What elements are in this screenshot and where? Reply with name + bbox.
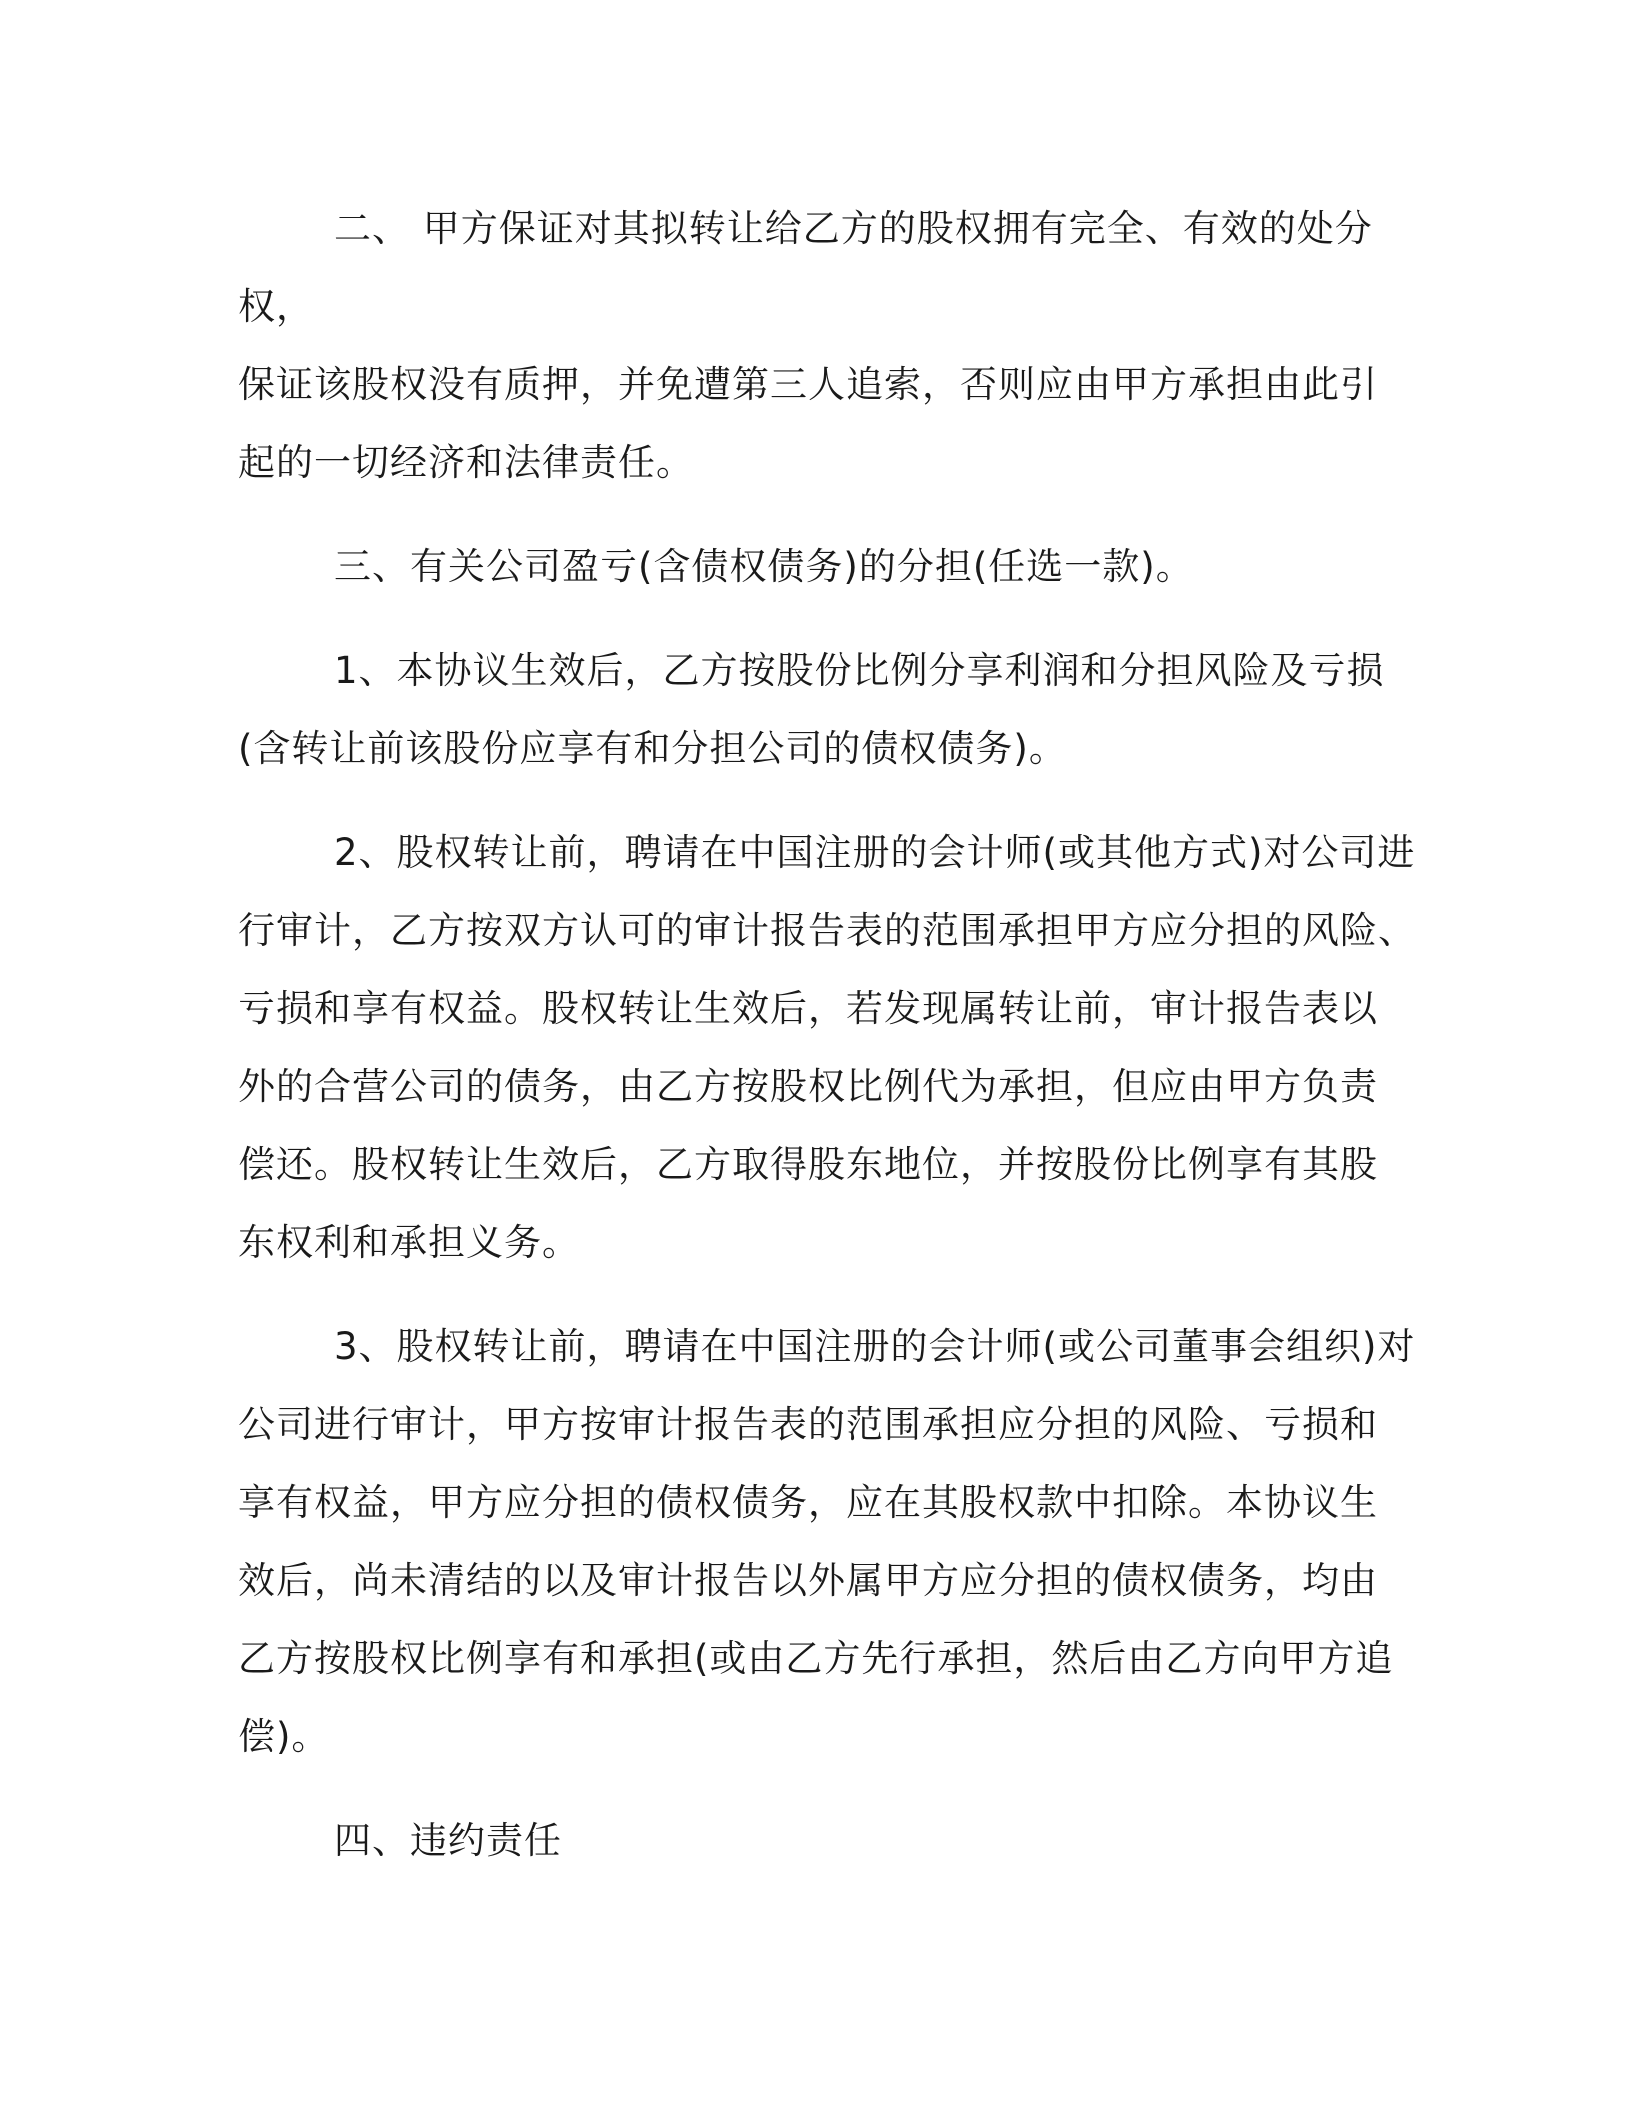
text-line-content: 3、股权转让前，聘请在中国注册的会计师(或公司董事会组织)对 <box>334 1325 1416 1368</box>
paragraph-option-1 <box>238 632 1418 788</box>
text-line: 外的合营公司的债务，由乙方按股权比例代为承担，但应由甲方负责 <box>238 1065 1378 1108</box>
text-line: 享有权益，甲方应分担的债权债务，应在其股权款中扣除。本协议生 <box>238 1481 1378 1524</box>
text-line-content: 三、有关公司盈亏(含债权债务)的分担(任选一款)。 <box>334 545 1194 588</box>
text-line: (含转让前该股份应享有和分担公司的债权债务)。 <box>238 727 1067 770</box>
text-line: 东权利和承担义务。 <box>238 1221 580 1264</box>
text-line <box>238 1802 1418 1880</box>
paragraph-option-2 <box>238 814 1418 1282</box>
text-line: 偿还。股权转让生效后，乙方取得股东地位，并按股份比例享有其股 <box>238 1143 1378 1186</box>
text-line: 保证该股权没有质押，并免遭第三人追索，否则应由甲方承担由此引 <box>238 363 1378 406</box>
text-line: 效后，尚未清结的以及审计报告以外属甲方应分担的债权债务，均由 <box>238 1559 1378 1602</box>
paragraph-clause-3-heading <box>238 528 1418 606</box>
text-line: 公司进行审计，甲方按审计报告表的范围承担应分担的风险、亏损和 <box>238 1403 1378 1446</box>
text-line <box>238 1308 1418 1386</box>
text-line <box>238 632 1418 710</box>
text-line: 行审计，乙方按双方认可的审计报告表的范围承担甲方应分担的风险、 <box>238 909 1416 952</box>
text-line-content: 四、违约责任 <box>334 1819 562 1862</box>
text-line-content: 1、本协议生效后，乙方按股份比例分享利润和分担风险及亏损 <box>334 649 1385 692</box>
text-line: 偿)。 <box>238 1715 330 1758</box>
document-body <box>238 190 1418 1880</box>
text-line-content: 2、股权转让前，聘请在中国注册的会计师(或其他方式)对公司进 <box>334 831 1416 874</box>
text-line: 起的一切经济和法律责任。 <box>238 441 694 484</box>
text-line: 亏损和享有权益。股权转让生效后，若发现属转让前，审计报告表以 <box>238 987 1378 1030</box>
paragraph-clause-4-heading <box>238 1802 1418 1880</box>
paragraph-option-3 <box>238 1308 1418 1776</box>
text-line-content: 二、 甲方保证对其拟转让给乙方的股权拥有完全、有效的处分权， <box>238 207 1373 328</box>
paragraph-clause-2 <box>238 190 1418 502</box>
text-line <box>238 190 1418 346</box>
text-line <box>238 814 1418 892</box>
text-line: 乙方按股权比例享有和承担(或由乙方先行承担，然后由乙方向甲方追 <box>238 1637 1394 1680</box>
text-line <box>238 528 1418 606</box>
